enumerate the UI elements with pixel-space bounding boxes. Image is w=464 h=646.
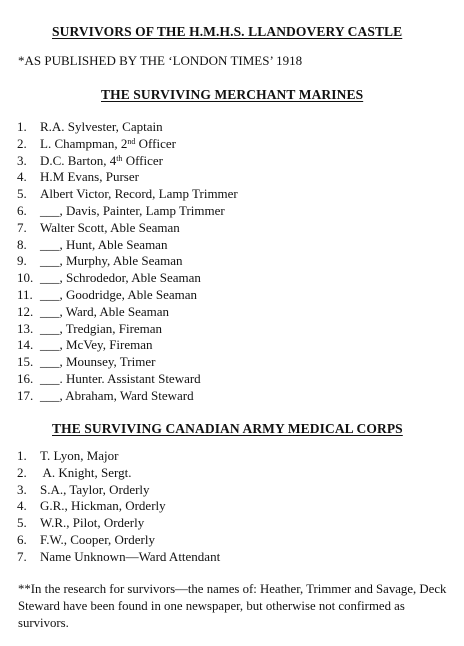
item-text <box>40 153 163 170</box>
item-number: 11. <box>17 286 33 302</box>
item-number: 5. <box>17 515 27 531</box>
item-number: 13. <box>17 320 34 336</box>
item-text <box>40 136 176 153</box>
item-text-rest: Officer <box>122 152 163 168</box>
item-text: R.A. Sylvester, Captain <box>40 119 163 134</box>
document-title: SURVIVORS OF THE H.M.H.S. LLANDOVERY CASTLE <box>52 24 403 39</box>
item-text: A. Knight, Sergt. <box>40 464 132 480</box>
ordinal-suffix: nd <box>127 136 136 146</box>
item-text: W.R., Pilot, Orderly <box>40 515 145 531</box>
item-text: Walter Scott, Able Seaman <box>40 219 180 235</box>
item-text: ___, Goodridge, Able Seaman <box>40 286 198 302</box>
item-number: 3. <box>17 481 27 497</box>
item-text: T. Lyon, Major <box>40 448 119 463</box>
item-number: 16. <box>17 370 34 386</box>
item-number: 7. <box>17 548 27 564</box>
ordinal-suffix: th <box>116 153 123 163</box>
item-text: ___, McVey, Fireman <box>40 337 153 353</box>
item-number: 4. <box>17 498 27 514</box>
footnote: **In the research for survivors—the names of: Heather, Trimmer and Savage, Deck Steward have been found in one newspaper, but otherwise not confirmed as survivors. <box>18 582 447 631</box>
item-number: 9. <box>17 253 27 269</box>
item-text: S.A., Taylor, Orderly <box>40 481 150 497</box>
item-number: 6. <box>17 531 27 547</box>
item-text-rest: Officer <box>135 135 176 151</box>
item-text: Name Unknown—Ward Attendant <box>40 548 221 564</box>
medical-corps-heading: THE SURVIVING CANADIAN ARMY MEDICAL CORPS <box>52 421 403 436</box>
item-number: 5. <box>17 186 27 202</box>
source-line: *AS PUBLISHED BY THE ‘LONDON TIMES’ 1918 <box>18 53 303 68</box>
item-text: H.M Evans, Purser <box>40 169 139 185</box>
item-number: 8. <box>17 236 27 252</box>
item-text: ___, Ward, Able Seaman <box>40 303 170 319</box>
item-number: 15. <box>17 354 34 370</box>
item-text: ___, Abraham, Ward Steward <box>40 387 194 403</box>
item-number: 12. <box>17 303 34 319</box>
item-text: ___, Davis, Painter, Lamp Trimmer <box>40 202 225 218</box>
item-number: 7. <box>17 219 27 235</box>
item-text: ___. Hunter. Assistant Steward <box>40 370 201 386</box>
item-text-main: D.C. Barton, 4 <box>40 152 117 168</box>
merchant-marines-heading: THE SURVIVING MERCHANT MARINES <box>101 87 364 102</box>
item-text: ___, Hunt, Able Seaman <box>40 236 168 252</box>
item-number: 17. <box>17 387 34 403</box>
item-number: 10. <box>17 270 34 286</box>
item-text: F.W., Cooper, Orderly <box>40 531 155 547</box>
item-text: ___, Schrodedor, Able Seaman <box>40 270 201 286</box>
item-number: 6. <box>17 202 27 218</box>
item-number: 4. <box>17 169 27 185</box>
item-number: 1. <box>17 119 27 134</box>
item-text: G.R., Hickman, Orderly <box>40 498 166 514</box>
item-number: 3. <box>17 152 27 168</box>
item-text: ___, Murphy, Able Seaman <box>40 253 183 269</box>
item-number: 1. <box>17 448 27 463</box>
item-text: Albert Victor, Record, Lamp Trimmer <box>40 186 238 202</box>
item-number: 14. <box>17 337 34 353</box>
item-number: 2. <box>17 464 27 480</box>
item-number: 2. <box>17 135 27 151</box>
item-text-main: L. Champman, 2 <box>40 135 128 151</box>
item-text: ___, Tredgian, Fireman <box>40 320 163 336</box>
item-text: ___, Mounsey, Trimer <box>40 354 156 370</box>
